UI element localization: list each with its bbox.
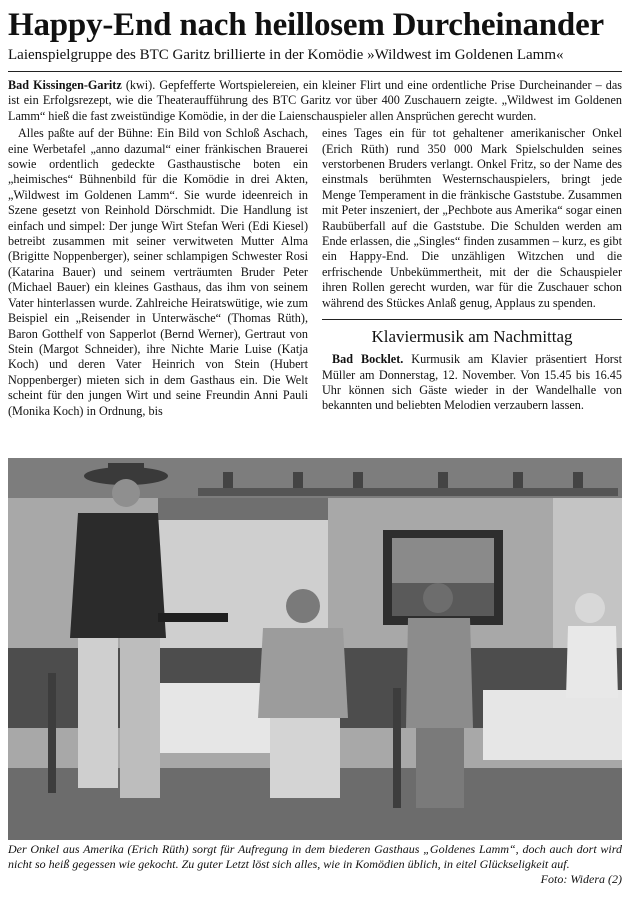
notice-paragraph [322,352,622,414]
dateline: Bad Kissingen-Garitz [8,78,122,92]
column-left [8,126,308,419]
caption-text: Der Onkel aus Amerika (Erich Rüth) sorgt für Aufregung in dem biederen Gasthaus „Goldenes Lamm“, doch auch dort wird nicht so heiß gegessen wie gekocht. Zu guter Letzt löst sich alles, wie in Komödien üblich, in eitel Glückseligkeit auf. [8,842,622,871]
photo-credit: Foto: Widera (2) [540,872,622,886]
newspaper-clipping [8,6,622,419]
subheadline: Laienspielgruppe des BTC Garitz brillierte in der Komödie »Wildwest im Goldenen Lamm« [8,46,622,72]
notice-text: Kurmusik am Klavier präsentiert Horst Müller am Donnerstag, 12. November. Von 15.45 bis 16.45 Uhr können sich Gäste wieder in der Wandelhalle von bekannten und beliebten Melodien verzaubern lassen. [322,352,622,413]
column-right [322,126,622,419]
headline: Happy-End nach heillosem Durcheinander [8,7,604,43]
lead-text: (kwi). Gepfefferte Wortspielereien, ein kleiner Flirt und eine ordentliche Prise Durcheinander – das ist ein Erfolgsrezept, wie die Theateraufführung des BTC Garitz vor über 400 Zuschauern zeigte. „Wildwest im Goldenen Lamm“ hieß die fast zweistündige Komödie, in der die Laienschauspieler allen Ansprüchen gerecht wurden. [8,78,622,123]
body-paragraph: Alles paßte auf der Bühne: Ein Bild von Schloß Aschach, eine Werbetafel „anno dazumal“ einer fränkischen Brauerei sowie ordentlich gedeckte Gasthaustische boten ein „heimisches“ Bühnenbild für die Komödie in drei Akten, „Wildwest im Goldenen Lamm“. Sie wurde ideenreich in Szene gesetzt von Reinhold Dörschmidt. Die Handlung ist einfach und simpel: Der junge Wirt Stefan Weri (Edi Kiesel) betreibt zusammen mit seiner verwitweten Mutter Alma (Brigitte Noppenberger), seiner schlampigen Schwester Rosi (Katarina Bauer) und seinem verträumten Bruder Peter (Michael Bauer) ein kleines Gasthaus, das ihm von seinem Vater hinterlassen wurde. Zahlreiche Heiratswütige, wie zum Beispiel ein „Reisender in Unterwäsche“ (Thomas Rüth), Baron Gotthelf von Sapperlot (Bernd Werner), Gertraut von Stein (Margot Schneider), ihre Nichte Marie Luise (Katja Koch) und deren Vater Heinrich von Stein (Hubert Noppenberger) mieten sich in dem Gasthaus ein. Die Welt scheint für den jungen Wirt und seine Freundin Anni Pauli (Monika Koch) in Ordnung, bis [8,126,308,418]
stage-photo [8,458,622,840]
notice-place: Bad Bocklet. [332,352,404,367]
body-paragraph-continued: eines Tages ein für tot gehaltener amerikanischer Onkel (Erich Rüth) rund 350 000 Mark Spielschulden seines verstorbenen Bruders verlangt. Onkel Fritz, so der Name des einstmals berühmten Westernschauspielers, bringt jede Menge Temperament in die fränkische Gaststube. Zusammen mit Peter inszeniert, der „Pechbote aus Amerika“ sogar einen Raubüberfall auf die Gaststube. Die Schulden werden am Ende erlassen, die „Singles“ finden zusammen – kurz, es gibt ein Happy-End. Die unzähligen Witzchen und die erfrischende Unbekümmertheit, mit der die Schauspieler ihren Rollen gerecht wurden, war für die Zuschauer schon während des Stückes Anlaß genug, Applaus zu spenden. [322,126,622,310]
article-columns [8,126,622,419]
notice-title: Klaviermusik am Nachmittag [322,319,622,348]
lead-paragraph [8,78,622,124]
stage-scene-illustration [8,458,622,840]
photo-caption [8,842,622,887]
